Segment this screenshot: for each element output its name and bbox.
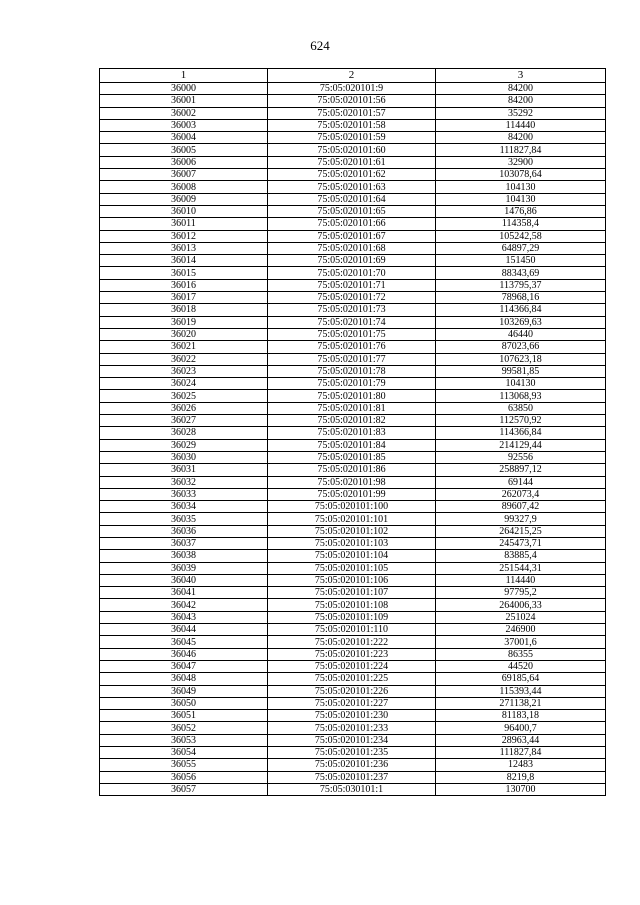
table-row [100,132,606,144]
table-row [100,304,606,316]
cadastral-number-cell: 75:05:020101:110 [268,624,436,636]
row-number-cell: 36055 [100,759,268,771]
cadastral-number-cell: 75:05:020101:60 [268,144,436,156]
table-row [100,267,606,279]
row-number-cell: 36008 [100,181,268,193]
cadastral-number-cell: 75:05:020101:68 [268,242,436,254]
cadastral-number-cell: 75:05:020101:73 [268,304,436,316]
value-cell: 251544,31 [436,562,606,574]
table-row [100,316,606,328]
cadastral-number-cell: 75:05:020101:99 [268,488,436,500]
table-row [100,292,606,304]
value-cell: 214129,44 [436,439,606,451]
value-cell: 115393,44 [436,685,606,697]
row-number-cell: 36037 [100,537,268,549]
row-number-cell: 36005 [100,144,268,156]
row-number-cell: 36002 [100,107,268,119]
value-cell: 28963,44 [436,734,606,746]
value-cell: 12483 [436,759,606,771]
cadastral-number-cell: 75:05:020101:107 [268,587,436,599]
cadastral-number-cell: 75:05:020101:86 [268,464,436,476]
table-row [100,156,606,168]
header-row [100,69,606,83]
row-number-cell: 36003 [100,119,268,131]
table-row [100,218,606,230]
row-number-cell: 36014 [100,255,268,267]
cadastral-number-cell: 75:05:020101:76 [268,341,436,353]
row-number-cell: 36013 [100,242,268,254]
table-row [100,205,606,217]
table-row [100,587,606,599]
cadastral-number-cell: 75:05:020101:223 [268,648,436,660]
table-row [100,107,606,119]
row-number-cell: 36044 [100,624,268,636]
row-number-cell: 36022 [100,353,268,365]
table-row [100,242,606,254]
table-row [100,402,606,414]
row-number-cell: 36056 [100,771,268,783]
cadastral-number-cell: 75:05:020101:235 [268,747,436,759]
value-cell: 107623,18 [436,353,606,365]
cadastral-number-cell: 75:05:020101:77 [268,353,436,365]
value-cell: 89607,42 [436,501,606,513]
cadastral-number-cell: 75:05:030101:1 [268,783,436,795]
cadastral-number-cell: 75:05:020101:84 [268,439,436,451]
row-number-cell: 36051 [100,710,268,722]
row-number-cell: 36053 [100,734,268,746]
value-cell: 113068,93 [436,390,606,402]
cadastral-number-cell: 75:05:020101:222 [268,636,436,648]
value-cell: 96400,7 [436,722,606,734]
cadastral-number-cell: 75:05:020101:62 [268,169,436,181]
row-number-cell: 36023 [100,365,268,377]
row-number-cell: 36025 [100,390,268,402]
row-number-cell: 36057 [100,783,268,795]
value-cell: 81183,18 [436,710,606,722]
row-number-cell: 36038 [100,550,268,562]
value-cell: 112570,92 [436,415,606,427]
row-number-cell: 36036 [100,525,268,537]
cadastral-number-cell: 75:05:020101:67 [268,230,436,242]
cadastral-number-cell: 75:05:020101:98 [268,476,436,488]
row-number-cell: 36019 [100,316,268,328]
table-row [100,144,606,156]
value-cell: 84200 [436,83,606,95]
cadastral-number-cell: 75:05:020101:237 [268,771,436,783]
row-number-cell: 36031 [100,464,268,476]
value-cell: 97795,2 [436,587,606,599]
value-cell: 246900 [436,624,606,636]
cadastral-number-cell: 75:05:020101:82 [268,415,436,427]
cadastral-number-cell: 75:05:020101:105 [268,562,436,574]
value-cell: 44520 [436,660,606,672]
cadastral-number-cell: 75:05:020101:72 [268,292,436,304]
cadastral-number-cell: 75:05:020101:236 [268,759,436,771]
table-row [100,624,606,636]
table-row [100,169,606,181]
table-row [100,673,606,685]
value-cell: 35292 [436,107,606,119]
table-row [100,734,606,746]
row-number-cell: 36026 [100,402,268,414]
row-number-cell: 36052 [100,722,268,734]
row-number-cell: 36032 [100,476,268,488]
value-cell: 92556 [436,451,606,463]
table-row [100,562,606,574]
cadastral-number-cell: 75:05:020101:224 [268,660,436,672]
table-row [100,415,606,427]
cadastral-number-cell: 75:05:020101:70 [268,267,436,279]
table-row [100,341,606,353]
row-number-cell: 36040 [100,574,268,586]
row-number-cell: 36047 [100,660,268,672]
table-row [100,279,606,291]
row-number-cell: 36021 [100,341,268,353]
value-cell: 78968,16 [436,292,606,304]
row-number-cell: 36024 [100,378,268,390]
table-row [100,119,606,131]
row-number-cell: 36006 [100,156,268,168]
table-row [100,636,606,648]
row-number-cell: 36010 [100,205,268,217]
data-table [99,68,606,796]
cadastral-number-cell: 75:05:020101:234 [268,734,436,746]
value-cell: 103078,64 [436,169,606,181]
table-row [100,193,606,205]
row-number-cell: 36029 [100,439,268,451]
value-cell: 264006,33 [436,599,606,611]
value-cell: 99327,9 [436,513,606,525]
table-row [100,439,606,451]
value-cell: 114440 [436,574,606,586]
table-row [100,451,606,463]
value-cell: 264215,25 [436,525,606,537]
row-number-cell: 36001 [100,95,268,107]
page-number: 624 [310,38,330,53]
cadastral-number-cell: 75:05:020101:80 [268,390,436,402]
table-row [100,378,606,390]
table-row [100,427,606,439]
value-cell: 83885,4 [436,550,606,562]
row-number-cell: 36045 [100,636,268,648]
table-row [100,255,606,267]
table-row [100,759,606,771]
row-number-cell: 36033 [100,488,268,500]
value-cell: 111827,84 [436,747,606,759]
cadastral-number-cell: 75:05:020101:103 [268,537,436,549]
row-number-cell: 36016 [100,279,268,291]
table-row [100,181,606,193]
cadastral-number-cell: 75:05:020101:78 [268,365,436,377]
table-row [100,365,606,377]
cadastral-number-cell: 75:05:020101:66 [268,218,436,230]
cadastral-number-cell: 75:05:020101:74 [268,316,436,328]
value-cell: 271138,21 [436,697,606,709]
row-number-cell: 36007 [100,169,268,181]
value-cell: 151450 [436,255,606,267]
row-number-cell: 36000 [100,83,268,95]
value-cell: 86355 [436,648,606,660]
value-cell: 63850 [436,402,606,414]
table-row [100,771,606,783]
row-number-cell: 36009 [100,193,268,205]
row-number-cell: 36017 [100,292,268,304]
row-number-cell: 36004 [100,132,268,144]
cadastral-number-cell: 75:05:020101:83 [268,427,436,439]
value-cell: 32900 [436,156,606,168]
value-cell: 84200 [436,132,606,144]
cadastral-number-cell: 75:05:020101:59 [268,132,436,144]
value-cell: 258897,12 [436,464,606,476]
cadastral-number-cell: 75:05:020101:56 [268,95,436,107]
column-header-3: 3 [436,69,606,83]
row-number-cell: 36041 [100,587,268,599]
row-number-cell: 36035 [100,513,268,525]
table-row [100,230,606,242]
cadastral-number-cell: 75:05:020101:58 [268,119,436,131]
value-cell: 103269,63 [436,316,606,328]
row-number-cell: 36048 [100,673,268,685]
row-number-cell: 36027 [100,415,268,427]
table-row [100,513,606,525]
column-header-2: 2 [268,69,436,83]
table-row [100,574,606,586]
cadastral-number-cell: 75:05:020101:106 [268,574,436,586]
value-cell: 88343,69 [436,267,606,279]
table-row [100,488,606,500]
value-cell: 69185,64 [436,673,606,685]
cadastral-number-cell: 75:05:020101:85 [268,451,436,463]
cadastral-number-cell: 75:05:020101:57 [268,107,436,119]
row-number-cell: 36020 [100,328,268,340]
value-cell: 114358,4 [436,218,606,230]
row-number-cell: 36028 [100,427,268,439]
table-row [100,501,606,513]
row-number-cell: 36011 [100,218,268,230]
value-cell: 245473,71 [436,537,606,549]
row-number-cell: 36039 [100,562,268,574]
table-row [100,525,606,537]
table-row [100,660,606,672]
value-cell: 262073,4 [436,488,606,500]
table-row [100,710,606,722]
table-row [100,550,606,562]
value-cell: 104130 [436,378,606,390]
value-cell: 114440 [436,119,606,131]
cadastral-number-cell: 75:05:020101:63 [268,181,436,193]
value-cell: 1476,86 [436,205,606,217]
value-cell: 8219,8 [436,771,606,783]
cadastral-number-cell: 75:05:020101:65 [268,205,436,217]
row-number-cell: 36018 [100,304,268,316]
row-number-cell: 36030 [100,451,268,463]
table-row [100,783,606,795]
cadastral-number-cell: 75:05:020101:71 [268,279,436,291]
row-number-cell: 36042 [100,599,268,611]
cadastral-number-cell: 75:05:020101:69 [268,255,436,267]
column-header-1: 1 [100,69,268,83]
cadastral-number-cell: 75:05:020101:79 [268,378,436,390]
row-number-cell: 36034 [100,501,268,513]
table-row [100,476,606,488]
value-cell: 114366,84 [436,304,606,316]
value-cell: 84200 [436,95,606,107]
table-row [100,390,606,402]
value-cell: 104130 [436,181,606,193]
table-header [100,69,606,83]
cadastral-number-cell: 75:05:020101:102 [268,525,436,537]
table-row [100,537,606,549]
table-row [100,83,606,95]
value-cell: 251024 [436,611,606,623]
cadastral-number-cell: 75:05:020101:9 [268,83,436,95]
cadastral-number-cell: 75:05:020101:64 [268,193,436,205]
row-number-cell: 36015 [100,267,268,279]
cadastral-number-cell: 75:05:020101:108 [268,599,436,611]
row-number-cell: 36049 [100,685,268,697]
table-row [100,95,606,107]
value-cell: 104130 [436,193,606,205]
table-row [100,747,606,759]
value-cell: 113795,37 [436,279,606,291]
cadastral-number-cell: 75:05:020101:230 [268,710,436,722]
value-cell: 111827,84 [436,144,606,156]
value-cell: 87023,66 [436,341,606,353]
value-cell: 99581,85 [436,365,606,377]
value-cell: 46440 [436,328,606,340]
table-row [100,722,606,734]
value-cell: 64897,29 [436,242,606,254]
value-cell: 130700 [436,783,606,795]
cadastral-number-cell: 75:05:020101:226 [268,685,436,697]
table-row [100,611,606,623]
value-cell: 114366,84 [436,427,606,439]
cadastral-number-cell: 75:05:020101:75 [268,328,436,340]
value-cell: 69144 [436,476,606,488]
cadastral-number-cell: 75:05:020101:101 [268,513,436,525]
row-number-cell: 36046 [100,648,268,660]
table-row [100,328,606,340]
table-row [100,464,606,476]
row-number-cell: 36050 [100,697,268,709]
table-row [100,648,606,660]
cadastral-number-cell: 75:05:020101:109 [268,611,436,623]
cadastral-number-cell: 75:05:020101:100 [268,501,436,513]
cadastral-number-cell: 75:05:020101:233 [268,722,436,734]
cadastral-number-cell: 75:05:020101:104 [268,550,436,562]
row-number-cell: 36054 [100,747,268,759]
table-row [100,353,606,365]
row-number-cell: 36043 [100,611,268,623]
table-body [100,83,606,796]
row-number-cell: 36012 [100,230,268,242]
table-row [100,685,606,697]
value-cell: 37001,6 [436,636,606,648]
cadastral-number-cell: 75:05:020101:225 [268,673,436,685]
table-row [100,599,606,611]
value-cell: 105242,58 [436,230,606,242]
cadastral-number-cell: 75:05:020101:61 [268,156,436,168]
cadastral-number-cell: 75:05:020101:81 [268,402,436,414]
table-row [100,697,606,709]
cadastral-number-cell: 75:05:020101:227 [268,697,436,709]
